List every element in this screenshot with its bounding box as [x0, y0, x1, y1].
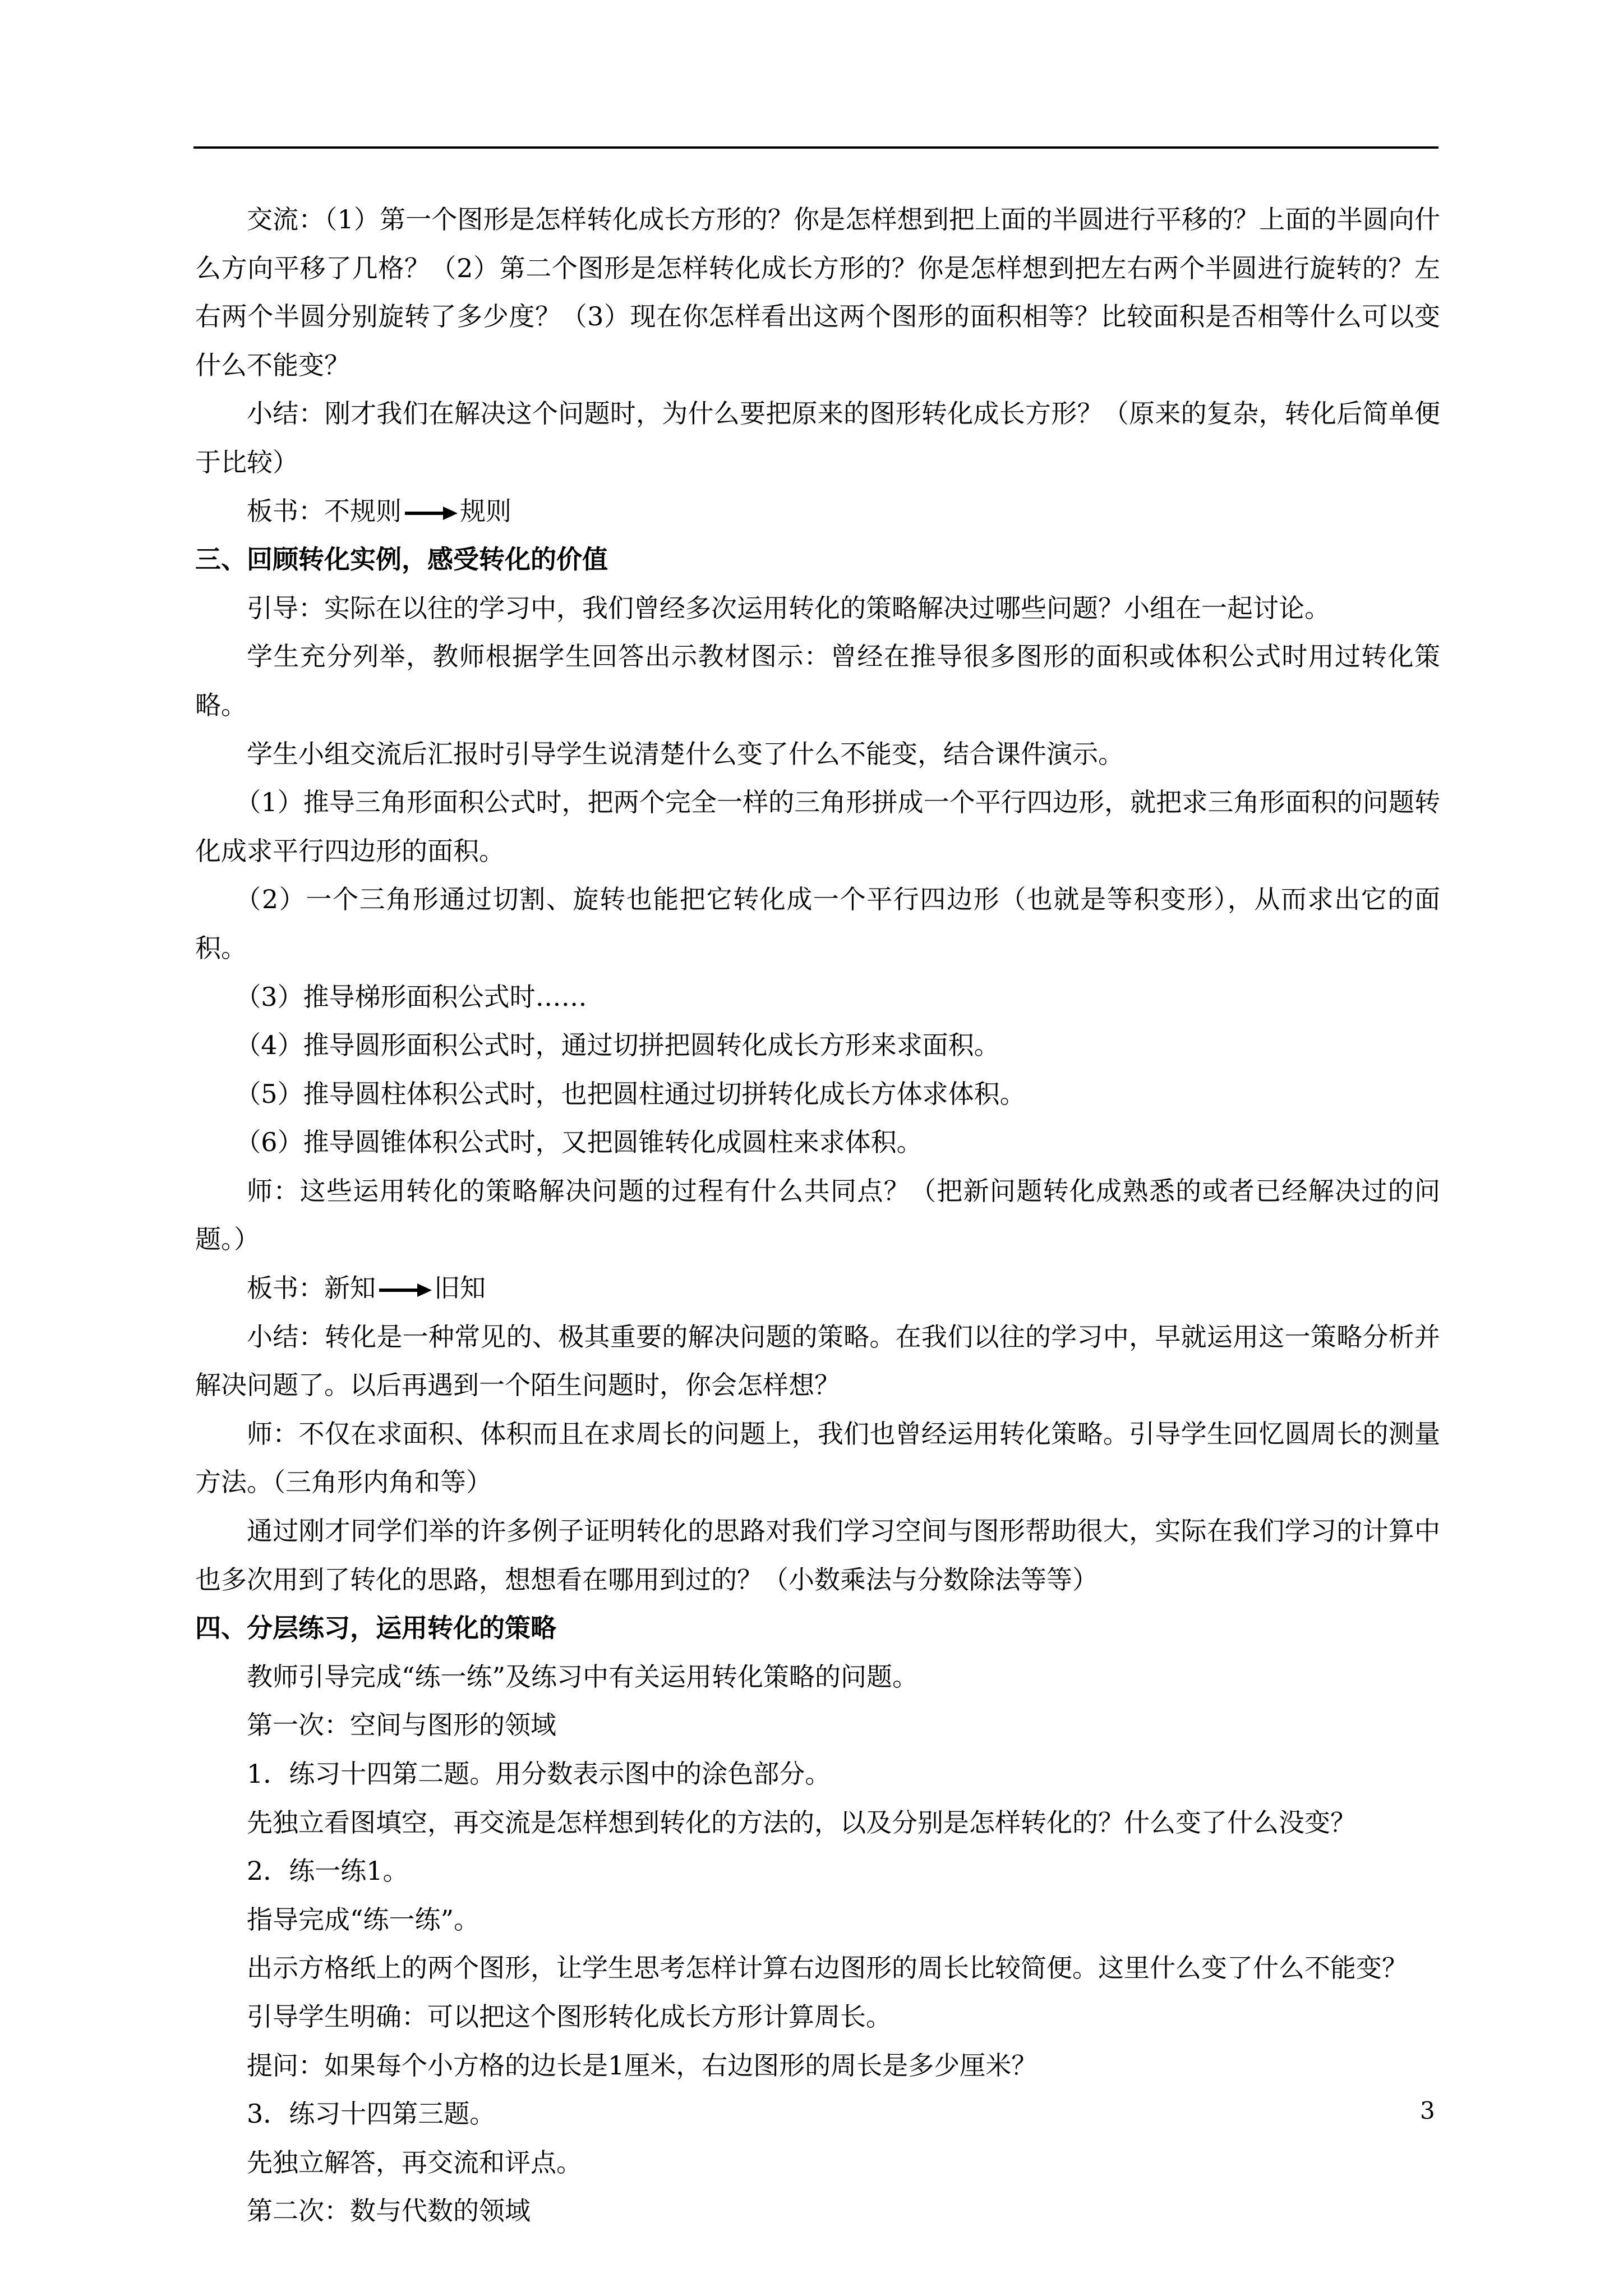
board-note [195, 487, 1440, 536]
paragraph: 学生小组交流后汇报时引导学生说清楚什么变了什么不能变，结合课件演示。 [247, 738, 1124, 769]
numbered-paragraph: （6）推导圆锥体积公式时，又把圆锥转化成圆柱来求体积。 [235, 1127, 923, 1158]
paragraph: 指导完成“练一练”。 [247, 1904, 480, 1935]
right-arrow-icon [404, 505, 459, 522]
paragraph: 学生充分列举，教师根据学生回答出示教材图示：曾经在推导很多图形的面积或体积公式时用过转化策略。 [195, 641, 1440, 720]
board-note-to: 旧知 [434, 1273, 486, 1304]
paragraph: 引导学生明确：可以把这个图形转化成长方形计算周长。 [247, 2001, 892, 2032]
board-note-from: 板书：不规则 [247, 495, 402, 526]
paragraph: 师：不仅在求面积、体积而且在求周长的问题上，我们也曾经运用转化策略。引导学生回忆圆周长的测量方法。（三角形内角和等） [195, 1418, 1440, 1498]
numbered-paragraph: （4）推导圆形面积公式时，通过切拼把圆转化成长方形来求面积。 [235, 1030, 1000, 1061]
paragraph: 第二次：数与代数的领域 [247, 2196, 531, 2226]
paragraph: 交流：（1）第一个图形是怎样转化成长方形的？你是怎样想到把上面的半圆进行平移的？上面的半圆向什么方向平移了几格？（2）第二个图形是怎样转化成长方形的？你是怎样想到把左右两个半圆进行旋转的？左右两个半圆分别旋转了多少度？（3）现在你怎样看出这两个图形的面积相等？比较面积是否相等什么可以变什么不能变？ [195, 204, 1440, 380]
numbered-paragraph: （2）一个三角形通过切割、旋转也能把它转化成一个平行四边形（也就是等积变形），从而求出它的面积。 [195, 884, 1440, 963]
paragraph: 提问：如果每个小方格的边长是1厘米，右边图形的周长是多少厘米？ [247, 2050, 1038, 2081]
board-note [195, 1264, 1440, 1313]
paragraph: 引导：实际在以往的学习中，我们曾经多次运用转化的策略解决过哪些问题？小组在一起讨论。 [247, 592, 1330, 623]
section-heading: 四、分层练习，运用转化的策略 [195, 1613, 556, 1644]
board-note-to: 规则 [460, 495, 511, 526]
paragraph: 先独立解答，再交流和评点。 [247, 2147, 582, 2178]
paragraph: 3．练习十四第三题。 [247, 2099, 496, 2129]
paragraph: 第一次：空间与图形的领域 [247, 1710, 556, 1741]
paragraph: 1．练习十四第二题。用分数表示图中的涂色部分。 [247, 1759, 831, 1789]
numbered-paragraph: （1）推导三角形面积公式时，把两个完全一样的三角形拼成一个平行四边形，就把求三角形面积的问题转化成求平行四边形的面积。 [195, 787, 1440, 866]
paragraph: 小结：转化是一种常见的、极其重要的解决问题的策略。在我们以往的学习中，早就运用这一策略分析并解决问题了。以后再遇到一个陌生问题时，你会怎样想？ [195, 1321, 1440, 1401]
paragraph: 小结：刚才我们在解决这个问题时，为什么要把原来的图形转化成长方形？（原来的复杂，转化后简单便于比较） [195, 398, 1440, 477]
paragraph: 2．练一练1。 [247, 1856, 409, 1887]
paragraph: 师：这些运用转化的策略解决问题的过程有什么共同点？（把新问题转化成熟悉的或者已经解决过的问题。） [195, 1175, 1440, 1255]
numbered-paragraph: （3）推导梯形面积公式时…… [235, 981, 587, 1012]
numbered-paragraph: （5）推导圆柱体积公式时，也把圆柱通过切拼转化成长方体求体积。 [235, 1078, 1026, 1109]
header-rule [193, 146, 1438, 149]
paragraph: 通过刚才同学们举的许多例子证明转化的思路对我们学习空间与图形帮助很大，实际在我们学习的计算中也多次用到了转化的思路，想想看在哪用到过的？（小数乘法与分数除法等等） [195, 1516, 1440, 1595]
paragraph: 教师引导完成“练一练”及练习中有关运用转化策略的问题。 [247, 1661, 919, 1692]
page-number: 3 [1420, 2097, 1435, 2124]
board-note-from: 板书：新知 [247, 1273, 376, 1304]
document-body [195, 195, 1440, 2235]
right-arrow-icon [378, 1282, 433, 1299]
paragraph: 先独立看图填空，再交流是怎样想到转化的方法的，以及分别是怎样转化的？什么变了什么没变？ [247, 1807, 1356, 1838]
paragraph: 出示方格纸上的两个图形，让学生思考怎样计算右边图形的周长比较简便。这里什么变了什么不能变？ [247, 1953, 1408, 1984]
section-heading: 三、回顾转化实例，感受转化的价值 [195, 544, 608, 575]
